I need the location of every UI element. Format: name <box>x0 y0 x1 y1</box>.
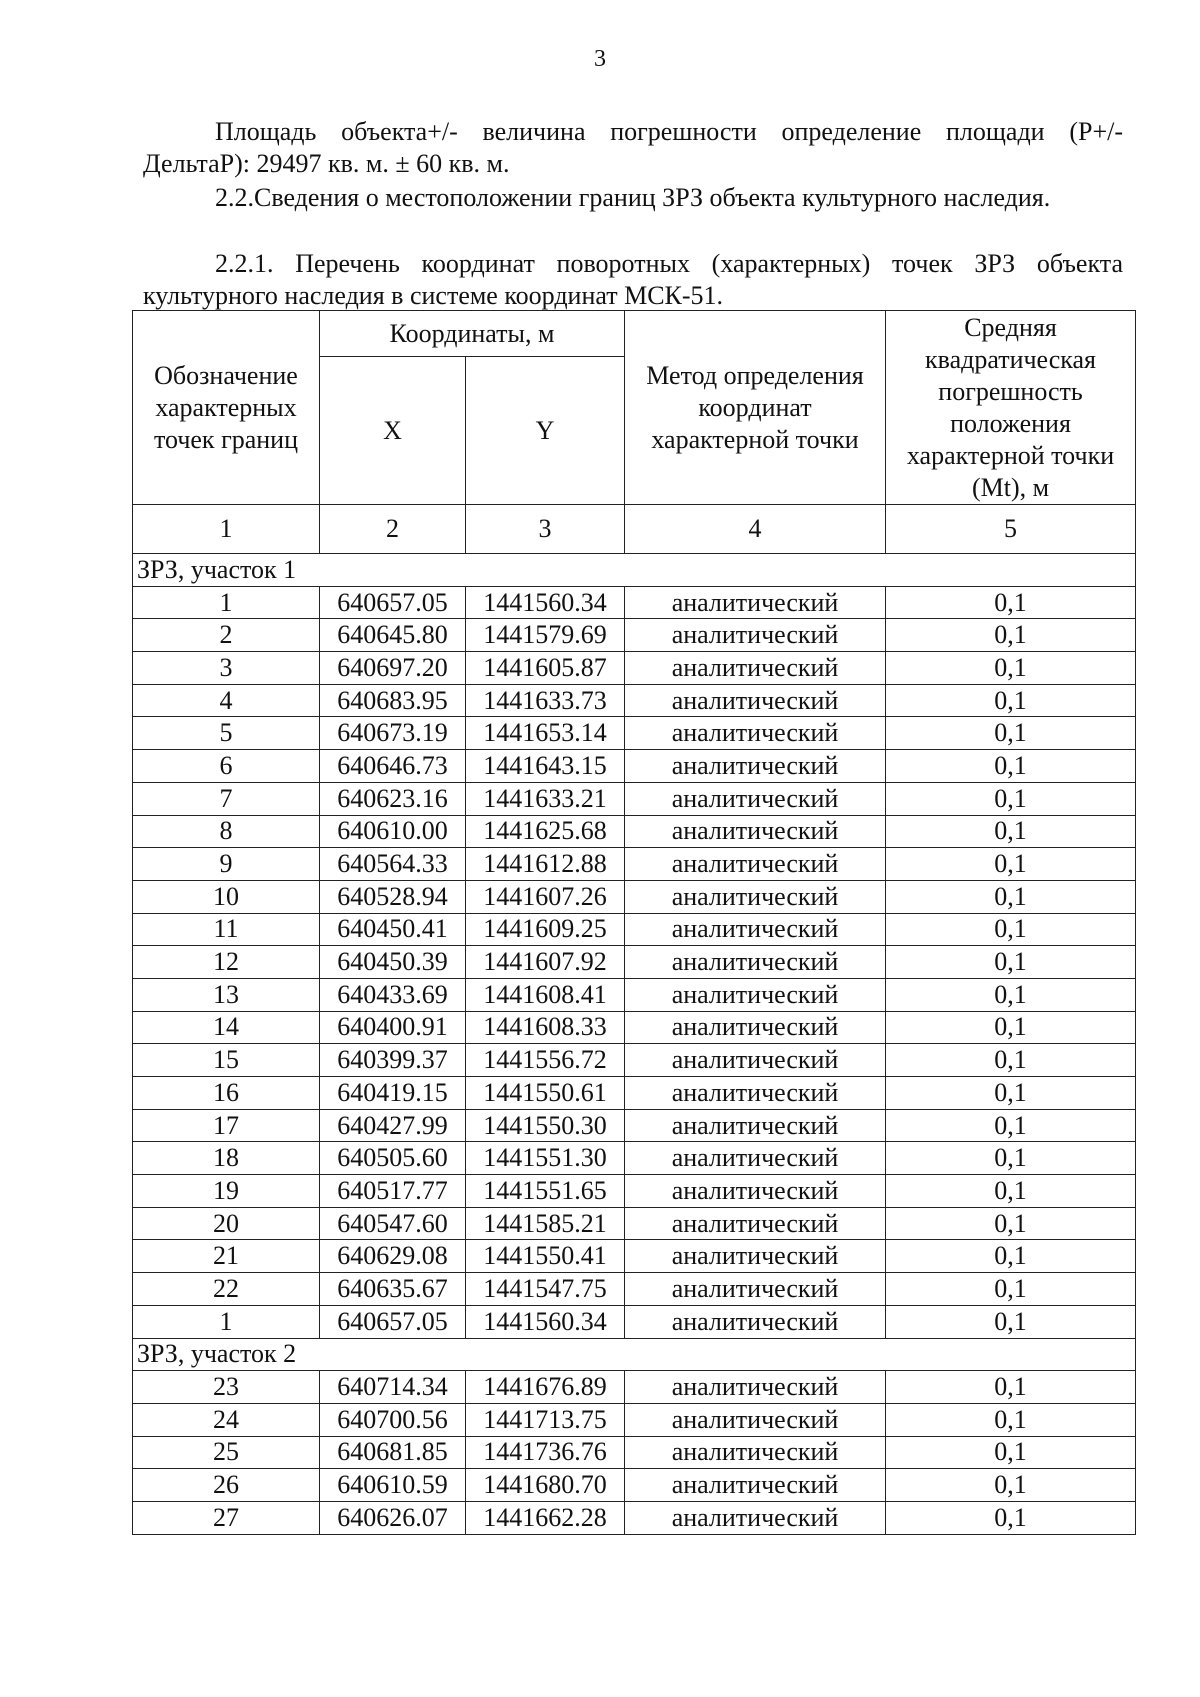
error-cell: 0,1 <box>886 684 1136 717</box>
table-row <box>133 1371 1136 1404</box>
y-coordinate: 1441608.33 <box>466 1011 625 1044</box>
point-number: 16 <box>133 1077 320 1110</box>
point-number: 2 <box>133 619 320 652</box>
table-row <box>133 1207 1136 1240</box>
error-cell: 0,1 <box>886 1011 1136 1044</box>
error-cell: 0,1 <box>886 913 1136 946</box>
y-coordinate: 1441680.70 <box>466 1469 625 1502</box>
point-number: 19 <box>133 1175 320 1208</box>
point-number: 9 <box>133 848 320 881</box>
x-coordinate: 640645.80 <box>320 619 466 652</box>
point-number: 22 <box>133 1273 320 1306</box>
error-cell: 0,1 <box>886 750 1136 783</box>
point-number: 1 <box>133 1305 320 1338</box>
y-coordinate: 1441605.87 <box>466 652 625 685</box>
column-number: 5 <box>886 505 1136 554</box>
table-row <box>133 1273 1136 1306</box>
y-coordinate: 1441550.41 <box>466 1240 625 1273</box>
method-cell: аналитический <box>625 782 886 815</box>
x-coordinate: 640681.85 <box>320 1436 466 1469</box>
error-cell: 0,1 <box>886 1469 1136 1502</box>
header-y: Y <box>466 357 625 505</box>
x-coordinate: 640450.41 <box>320 913 466 946</box>
error-cell: 0,1 <box>886 1305 1136 1338</box>
y-coordinate: 1441633.21 <box>466 782 625 815</box>
method-cell: аналитический <box>625 1469 886 1502</box>
section-row <box>133 554 1136 587</box>
error-cell: 0,1 <box>886 1207 1136 1240</box>
area-paragraph <box>143 116 1123 180</box>
method-cell: аналитический <box>625 1142 886 1175</box>
method-cell: аналитический <box>625 1077 886 1110</box>
x-coordinate: 640697.20 <box>320 652 466 685</box>
method-cell: аналитический <box>625 1403 886 1436</box>
error-cell: 0,1 <box>886 1175 1136 1208</box>
y-coordinate: 1441608.41 <box>466 978 625 1011</box>
error-cell: 0,1 <box>886 586 1136 619</box>
x-coordinate: 640427.99 <box>320 1109 466 1142</box>
point-number: 24 <box>133 1403 320 1436</box>
point-number: 18 <box>133 1142 320 1175</box>
point-number: 13 <box>133 978 320 1011</box>
table-row <box>133 913 1136 946</box>
point-number: 21 <box>133 1240 320 1273</box>
x-coordinate: 640623.16 <box>320 782 466 815</box>
x-coordinate: 640673.19 <box>320 717 466 750</box>
column-number: 1 <box>133 505 320 554</box>
header-method: Метод определения координат характерной точки <box>625 311 886 505</box>
method-cell: аналитический <box>625 880 886 913</box>
header-coordinates: Координаты, м <box>320 311 625 357</box>
x-coordinate: 640400.91 <box>320 1011 466 1044</box>
x-coordinate: 640547.60 <box>320 1207 466 1240</box>
table-row <box>133 684 1136 717</box>
point-number: 4 <box>133 684 320 717</box>
y-coordinate: 1441662.28 <box>466 1501 625 1534</box>
method-cell: аналитический <box>625 913 886 946</box>
table-row <box>133 1469 1136 1502</box>
x-coordinate: 640399.37 <box>320 1044 466 1077</box>
point-number: 1 <box>133 586 320 619</box>
error-cell: 0,1 <box>886 1240 1136 1273</box>
point-number: 5 <box>133 717 320 750</box>
y-coordinate: 1441625.68 <box>466 815 625 848</box>
table-row <box>133 1305 1136 1338</box>
table-body <box>133 554 1136 1535</box>
x-coordinate: 640657.05 <box>320 586 466 619</box>
coordinates-list-paragraph <box>143 248 1123 312</box>
x-coordinate: 640433.69 <box>320 978 466 1011</box>
point-number: 17 <box>133 1109 320 1142</box>
method-cell: аналитический <box>625 1175 886 1208</box>
point-number: 6 <box>133 750 320 783</box>
error-cell: 0,1 <box>886 1403 1136 1436</box>
x-coordinate: 640564.33 <box>320 848 466 881</box>
y-coordinate: 1441585.21 <box>466 1207 625 1240</box>
table-row <box>133 946 1136 979</box>
error-cell: 0,1 <box>886 815 1136 848</box>
coordinates-list-text: 2.2.1. Перечень координат поворотных (характерных) точек ЗРЗ объекта культурного наследия в системе координат МСК-51. <box>143 249 1123 310</box>
x-coordinate: 640629.08 <box>320 1240 466 1273</box>
x-coordinate: 640610.00 <box>320 815 466 848</box>
error-cell: 0,1 <box>886 1273 1136 1306</box>
y-coordinate: 1441653.14 <box>466 717 625 750</box>
error-cell: 0,1 <box>886 1142 1136 1175</box>
x-coordinate: 640505.60 <box>320 1142 466 1175</box>
error-cell: 0,1 <box>886 1077 1136 1110</box>
method-cell: аналитический <box>625 684 886 717</box>
y-coordinate: 1441550.61 <box>466 1077 625 1110</box>
y-coordinate: 1441609.25 <box>466 913 625 946</box>
x-coordinate: 640714.34 <box>320 1371 466 1404</box>
method-cell: аналитический <box>625 946 886 979</box>
y-coordinate: 1441579.69 <box>466 619 625 652</box>
table-row <box>133 1240 1136 1273</box>
error-cell: 0,1 <box>886 652 1136 685</box>
point-number: 8 <box>133 815 320 848</box>
method-cell: аналитический <box>625 1240 886 1273</box>
y-coordinate: 1441676.89 <box>466 1371 625 1404</box>
point-number: 11 <box>133 913 320 946</box>
x-coordinate: 640646.73 <box>320 750 466 783</box>
column-number: 3 <box>466 505 625 554</box>
method-cell: аналитический <box>625 815 886 848</box>
table-row <box>133 652 1136 685</box>
point-number: 26 <box>133 1469 320 1502</box>
method-cell: аналитический <box>625 750 886 783</box>
point-number: 27 <box>133 1501 320 1534</box>
y-coordinate: 1441612.88 <box>466 848 625 881</box>
y-coordinate: 1441560.34 <box>466 1305 625 1338</box>
column-number: 4 <box>625 505 886 554</box>
table-row <box>133 1142 1136 1175</box>
error-cell: 0,1 <box>886 880 1136 913</box>
method-cell: аналитический <box>625 717 886 750</box>
method-cell: аналитический <box>625 586 886 619</box>
error-cell: 0,1 <box>886 619 1136 652</box>
point-number: 15 <box>133 1044 320 1077</box>
y-coordinate: 1441556.72 <box>466 1044 625 1077</box>
method-cell: аналитический <box>625 1011 886 1044</box>
point-number: 7 <box>133 782 320 815</box>
header-error: Средняя квадратическая погрешность положения характерной точки (Mt), м <box>886 311 1136 505</box>
x-coordinate: 640700.56 <box>320 1403 466 1436</box>
point-number: 14 <box>133 1011 320 1044</box>
table-row <box>133 1044 1136 1077</box>
error-cell: 0,1 <box>886 782 1136 815</box>
section-title: ЗРЗ, участок 2 <box>133 1338 1136 1371</box>
table-row <box>133 717 1136 750</box>
y-coordinate: 1441547.75 <box>466 1273 625 1306</box>
x-coordinate: 640626.07 <box>320 1501 466 1534</box>
method-cell: аналитический <box>625 1207 886 1240</box>
table-row <box>133 1011 1136 1044</box>
method-cell: аналитический <box>625 1371 886 1404</box>
y-coordinate: 1441643.15 <box>466 750 625 783</box>
table-row <box>133 750 1136 783</box>
method-cell: аналитический <box>625 1501 886 1534</box>
table-row <box>133 782 1136 815</box>
location-paragraph <box>143 182 1123 214</box>
method-cell: аналитический <box>625 652 886 685</box>
column-number: 2 <box>320 505 466 554</box>
error-cell: 0,1 <box>886 1044 1136 1077</box>
table-row <box>133 1109 1136 1142</box>
table-row <box>133 619 1136 652</box>
x-coordinate: 640528.94 <box>320 880 466 913</box>
point-number: 23 <box>133 1371 320 1404</box>
method-cell: аналитический <box>625 1436 886 1469</box>
table-row <box>133 1501 1136 1534</box>
location-text: 2.2.Сведения о местоположении границ ЗРЗ объекта культурного наследия. <box>215 183 1051 212</box>
error-cell: 0,1 <box>886 717 1136 750</box>
y-coordinate: 1441713.75 <box>466 1403 625 1436</box>
method-cell: аналитический <box>625 848 886 881</box>
table-row <box>133 1175 1136 1208</box>
y-coordinate: 1441550.30 <box>466 1109 625 1142</box>
table-row <box>133 1436 1136 1469</box>
error-cell: 0,1 <box>886 946 1136 979</box>
table-row <box>133 880 1136 913</box>
error-cell: 0,1 <box>886 978 1136 1011</box>
table-row <box>133 848 1136 881</box>
error-cell: 0,1 <box>886 1501 1136 1534</box>
y-coordinate: 1441607.26 <box>466 880 625 913</box>
header-x: X <box>320 357 466 505</box>
x-coordinate: 640610.59 <box>320 1469 466 1502</box>
method-cell: аналитический <box>625 1273 886 1306</box>
method-cell: аналитический <box>625 978 886 1011</box>
point-number: 20 <box>133 1207 320 1240</box>
table-row <box>133 815 1136 848</box>
x-coordinate: 640657.05 <box>320 1305 466 1338</box>
error-cell: 0,1 <box>886 848 1136 881</box>
y-coordinate: 1441633.73 <box>466 684 625 717</box>
x-coordinate: 640635.67 <box>320 1273 466 1306</box>
error-cell: 0,1 <box>886 1371 1136 1404</box>
method-cell: аналитический <box>625 1044 886 1077</box>
section-title: ЗРЗ, участок 1 <box>133 554 1136 587</box>
method-cell: аналитический <box>625 619 886 652</box>
x-coordinate: 640419.15 <box>320 1077 466 1110</box>
x-coordinate: 640683.95 <box>320 684 466 717</box>
header-designation: Обозначение характерных точек границ <box>133 311 320 505</box>
table-row <box>133 978 1136 1011</box>
y-coordinate: 1441551.65 <box>466 1175 625 1208</box>
y-coordinate: 1441736.76 <box>466 1436 625 1469</box>
table-row <box>133 1077 1136 1110</box>
y-coordinate: 1441551.30 <box>466 1142 625 1175</box>
table-row <box>133 1403 1136 1436</box>
method-cell: аналитический <box>625 1109 886 1142</box>
coordinates-table <box>132 310 1136 1535</box>
point-number: 3 <box>133 652 320 685</box>
area-text: Площадь объекта+/- величина погрешности определение площади (P+/- ДельтаP): 29497 кв. м. ± 60 кв. м. <box>143 117 1123 178</box>
x-coordinate: 640517.77 <box>320 1175 466 1208</box>
error-cell: 0,1 <box>886 1436 1136 1469</box>
section-row <box>133 1338 1136 1371</box>
y-coordinate: 1441607.92 <box>466 946 625 979</box>
point-number: 10 <box>133 880 320 913</box>
page-number: 3 <box>594 46 606 72</box>
method-cell: аналитический <box>625 1305 886 1338</box>
point-number: 25 <box>133 1436 320 1469</box>
error-cell: 0,1 <box>886 1109 1136 1142</box>
column-numbers-row <box>133 505 1136 554</box>
x-coordinate: 640450.39 <box>320 946 466 979</box>
point-number: 12 <box>133 946 320 979</box>
table-row <box>133 586 1136 619</box>
y-coordinate: 1441560.34 <box>466 586 625 619</box>
